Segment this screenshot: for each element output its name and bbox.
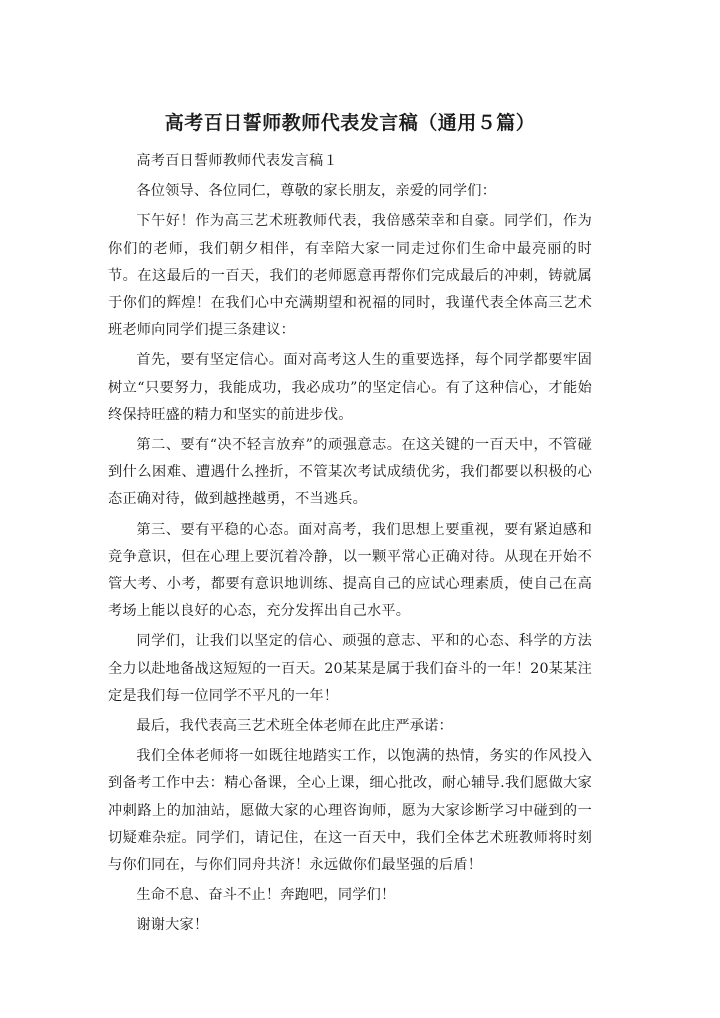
paragraph-suggestion-1: 首先，要有坚定信心。面对高考这人生的重要选择，每个同学都要牢固树立“只要努力，我能成功，我必成功”的坚定信心。有了这种信心，才能始终保持旺盛的精力和坚实的前进步伐。	[108, 352, 592, 423]
paragraph-encouragement: 同学们，让我们以坚定的信心、顽强的意志、平和的心态、科学的方法全力以赴地备战这短短的一百天。20某某是属于我们奋斗的一年！20某某注定是我们每一位同学不平凡的一年！	[108, 633, 592, 704]
paragraph-promise: 我们全体老师将一如既往地踏实工作，以饱满的热情，务实的作风投入到备考工作中去：精心备课，全心上课，细心批改，耐心辅导.我们愿做大家冲刺路上的加油站，愿做大家的心理咨询师，愿为大家诊断学习中碰到的一切疑难杂症。同学们，请记住，在这一百天中，我们全体艺术班教师将时刻与你们同在，与你们同舟共济！永远做你们最坚强的后盾！	[108, 748, 592, 874]
paragraph-suggestion-2: 第二、要有“决不轻言放弃”的顽强意志。在这关键的一百天中，不管碰到什么困难、遭遇什么挫折，不管某次考试成绩优劣，我们都要以积极的心态正确对待，做到越挫越勇，不当逃兵。	[108, 437, 592, 508]
paragraph-salutation: 各位领导、各位同仁，尊敬的家长朋友，亲爱的同学们：	[136, 183, 497, 200]
paragraph-slogan: 生命不息、奋斗不止！奔跑吧，同学们！	[136, 887, 396, 904]
paragraph-thanks: 谢谢大家！	[136, 917, 209, 934]
paragraph-suggestion-3: 第三、要有平稳的心态。面对高考，我们思想上要重视，要有紧迫感和竞争意识，但在心理上要沉着冷静，以一颗平常心正确对待。从现在开始不管大考、小考，都要有意识地训练、提高自己的应试心理素质，使自己在高考场上能以良好的心态，充分发挥出自己水平。	[108, 521, 592, 620]
document-title: 高考百日誓师教师代表发言稿（通用５篇）	[164, 112, 536, 134]
paragraph-greeting: 下午好！作为高三艺术班教师代表，我倍感荣幸和自豪。同学们，作为你们的老师，我们朝夕相伴，有幸陪大家一同走过你们生命中最亮丽的时节。在这最后的一百天，我们的老师愿意再帮你们完成最后的冲刺，铸就属于你们的辉煌！在我们心中充满期望和祝福的同时，我谨代表全体高三艺术班老师向同学们提三条建议：	[108, 213, 592, 339]
paragraph-promise-intro: 最后，我代表高三艺术班全体老师在此庄严承诺：	[136, 718, 453, 735]
document-subtitle: 高考百日誓师教师代表发言稿１	[136, 153, 338, 169]
